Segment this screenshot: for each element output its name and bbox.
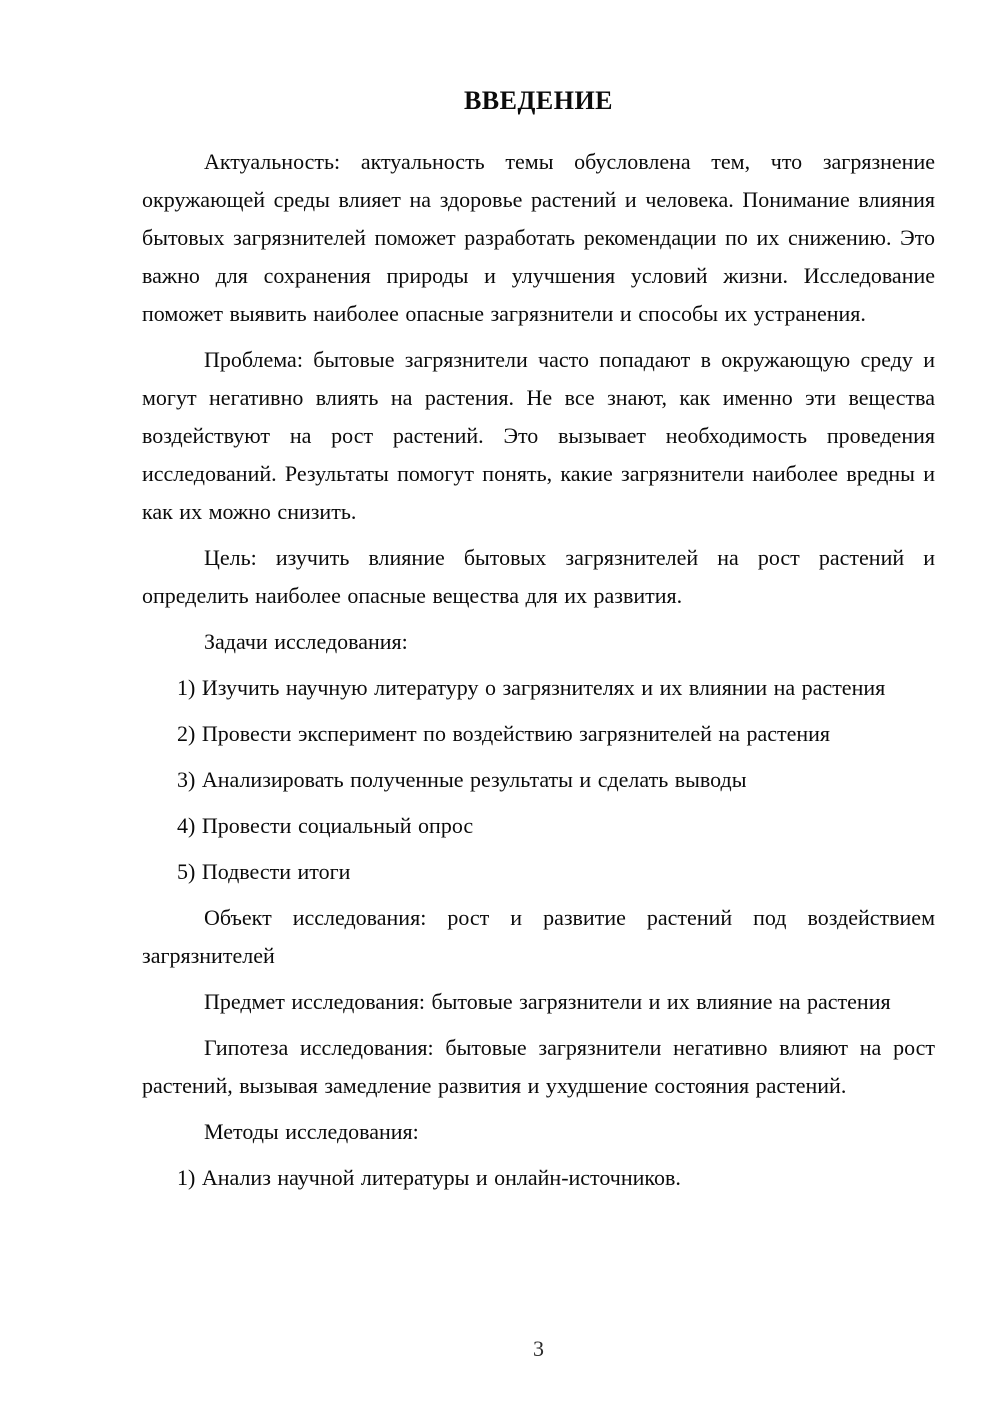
paragraph-goal: Цель: изучить влияние бытовых загрязнителей на рост растений и определить наиболее опасные вещества для их развития. [142,545,935,608]
task-item-1: 1) Изучить научную литературу о загрязнителях и их влиянии на растения [177,675,886,700]
paragraph-methods-heading: Методы исследования: [204,1119,419,1144]
task-item-3: 3) Анализировать полученные результаты и сделать выводы [177,767,747,792]
paragraph-problem: Проблема: бытовые загрязнители часто попадают в окружающую среду и могут негативно влиять на растения. Не все знают, как именно эти вещества воздействуют на рост растений. Это вызывает необходимость проведения исследований. Результаты помогут понять, какие загрязнители наиболее вредны и как их можно снизить. [142,347,935,524]
method-item-1: 1) Анализ научной литературы и онлайн-источников. [177,1165,681,1190]
paragraph-tasks-heading: Задачи исследования: [204,629,408,654]
section-title: ВВЕДЕНИЕ [463,86,614,115]
task-item-5: 5) Подвести итоги [177,859,351,884]
paragraph-hypothesis: Гипотеза исследования: бытовые загрязнители негативно влияют на рост растений, вызывая замедление развития и ухудшение состояния растений. [142,1035,935,1098]
task-item-4: 4) Провести социальный опрос [177,813,474,838]
page-number: 3 [533,1336,544,1361]
paragraph-object: Объект исследования: рост и развитие растений под воздействием загрязнителей [142,905,935,968]
paragraph-subject: Предмет исследования: бытовые загрязнители и их влияние на растения [204,989,891,1014]
paragraph-relevance: Актуальность: актуальность темы обусловлена тем, что загрязнение окружающей среды влияет на здоровье растений и человека. Понимание влияния бытовых загрязнителей поможет разработать рекомендации по их снижению. Это важно для сохранения природы и улучшения условий жизни. Исследование поможет выявить наиболее опасные загрязнители и способы их устранения. [142,149,935,326]
task-item-2: 2) Провести эксперимент по воздействию загрязнителей на растения [177,721,831,746]
